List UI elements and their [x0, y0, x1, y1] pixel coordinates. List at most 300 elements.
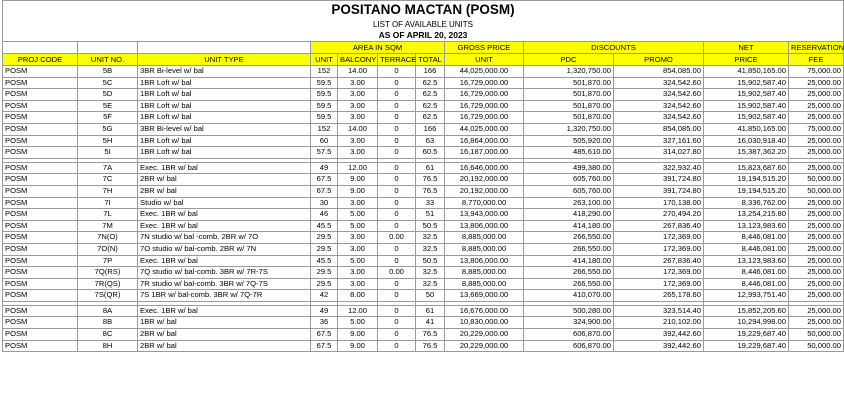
cell-unit-area: 152 — [311, 123, 338, 135]
header-row-1 — [3, 42, 844, 54]
cell-unit-type: 1BR Loft w/ bal — [138, 147, 311, 159]
cell-proj-code: POSM — [3, 290, 78, 302]
cell-unit-no: 8H — [78, 340, 138, 352]
cell-net-price: 41,850,165.00 — [704, 123, 789, 135]
cell-proj-code: POSM — [3, 329, 78, 341]
cell-terrace: 0 — [378, 135, 416, 147]
cell-gross-price: 44,025,000.00 — [445, 66, 524, 78]
cell-total: 166 — [416, 66, 445, 78]
table-row — [3, 317, 844, 329]
discounts-header: DISCOUNTS — [524, 42, 704, 54]
cell-net-price: 13,123,983.60 — [704, 220, 789, 232]
table-row — [3, 100, 844, 112]
cell-unit-no: 5B — [78, 66, 138, 78]
cell-unit-area: 42 — [311, 290, 338, 302]
cell-unit-no: 7P — [78, 255, 138, 267]
cell-terrace: 0 — [378, 340, 416, 352]
cell-promo: 324,542.60 — [614, 77, 704, 89]
cell-balcony: 3.00 — [338, 135, 378, 147]
cell-total: 32.5 — [416, 267, 445, 279]
cell-unit-type: 3BR Bi-level w/ bal — [138, 123, 311, 135]
cell-balcony: 14.00 — [338, 66, 378, 78]
cell-total: 32.5 — [416, 278, 445, 290]
cell-unit-type: 1BR Loft w/ bal — [138, 89, 311, 101]
cell-gross-price: 13,669,000.00 — [445, 290, 524, 302]
header-row-2 — [3, 54, 844, 66]
cell-unit-area: 59.5 — [311, 112, 338, 124]
cell-unit-area: 45.5 — [311, 255, 338, 267]
cell-proj-code: POSM — [3, 220, 78, 232]
cell-reservation-fee: 25,000.00 — [789, 267, 844, 279]
cell-terrace: 0 — [378, 66, 416, 78]
col-unit-area: UNIT — [311, 54, 338, 66]
cell-proj-code: POSM — [3, 66, 78, 78]
cell-balcony: 12.00 — [338, 305, 378, 317]
cell-pdc: 418,290.00 — [524, 209, 614, 221]
cell-gross-price: 8,885,000.00 — [445, 232, 524, 244]
cell-balcony: 14.00 — [338, 123, 378, 135]
cell-total: 76.5 — [416, 329, 445, 341]
cell-reservation-fee: 50,000.00 — [789, 340, 844, 352]
cell-unit-area: 46 — [311, 209, 338, 221]
cell-pdc: 266,550.00 — [524, 278, 614, 290]
cell-unit-type: 1BR w/ bal — [138, 317, 311, 329]
cell-terrace: 0 — [378, 123, 416, 135]
cell-unit-no: 8B — [78, 317, 138, 329]
cell-net-price: 19,194,515.20 — [704, 185, 789, 197]
cell-reservation-fee: 25,000.00 — [789, 220, 844, 232]
col-promo: PROMO — [614, 54, 704, 66]
cell-unit-type: 1BR Loft w/ bal — [138, 135, 311, 147]
cell-balcony: 3.00 — [338, 77, 378, 89]
cell-unit-no: 5D — [78, 89, 138, 101]
cell-unit-type: Exec. 1BR w/ bal — [138, 220, 311, 232]
col-price: PRICE — [704, 54, 789, 66]
cell-total: 62.5 — [416, 77, 445, 89]
cell-unit-no: 7I — [78, 197, 138, 209]
cell-gross-price: 8,770,000.00 — [445, 197, 524, 209]
cell-unit-type: Exec. 1BR w/ bal — [138, 162, 311, 174]
cell-proj-code: POSM — [3, 317, 78, 329]
cell-total: 76.5 — [416, 174, 445, 186]
cell-terrace: 0 — [378, 255, 416, 267]
cell-net-price: 8,446,081.00 — [704, 278, 789, 290]
cell-pdc: 410,070.00 — [524, 290, 614, 302]
cell-proj-code: POSM — [3, 255, 78, 267]
table-row — [3, 147, 844, 159]
cell-terrace: 0 — [378, 243, 416, 255]
cell-unit-area: 29.5 — [311, 267, 338, 279]
cell-unit-no: 5F — [78, 112, 138, 124]
cell-net-price: 19,229,687.40 — [704, 329, 789, 341]
cell-gross-price: 44,025,000.00 — [445, 123, 524, 135]
cell-total: 61 — [416, 162, 445, 174]
cell-terrace: 0 — [378, 147, 416, 159]
cell-pdc: 501,870.00 — [524, 112, 614, 124]
cell-net-price: 15,902,587.40 — [704, 77, 789, 89]
cell-reservation-fee: 25,000.00 — [789, 112, 844, 124]
cell-balcony: 9.00 — [338, 185, 378, 197]
cell-proj-code: POSM — [3, 185, 78, 197]
table-row — [3, 340, 844, 352]
net-header: NET — [704, 42, 789, 54]
cell-promo: 314,027.80 — [614, 147, 704, 159]
cell-gross-price: 20,192,000.00 — [445, 185, 524, 197]
table-row — [3, 66, 844, 78]
cell-promo: 324,542.60 — [614, 112, 704, 124]
cell-total: 32.5 — [416, 243, 445, 255]
table-row — [3, 232, 844, 244]
cell-terrace: 0 — [378, 329, 416, 341]
table-row — [3, 243, 844, 255]
cell-balcony: 5.00 — [338, 220, 378, 232]
cell-reservation-fee: 25,000.00 — [789, 100, 844, 112]
cell-promo: 172,369.00 — [614, 243, 704, 255]
cell-reservation-fee: 25,000.00 — [789, 317, 844, 329]
cell-proj-code: POSM — [3, 209, 78, 221]
cell-balcony: 3.00 — [338, 278, 378, 290]
cell-unit-type: Exec. 1BR w/ bal — [138, 255, 311, 267]
cell-total: 50.5 — [416, 220, 445, 232]
cell-reservation-fee: 25,000.00 — [789, 197, 844, 209]
cell-proj-code: POSM — [3, 340, 78, 352]
cell-promo: 172,369.00 — [614, 232, 704, 244]
cell-gross-price: 16,729,000.00 — [445, 89, 524, 101]
cell-net-price: 15,823,687.60 — [704, 162, 789, 174]
cell-promo: 270,494.20 — [614, 209, 704, 221]
cell-gross-price: 13,806,000.00 — [445, 220, 524, 232]
cell-unit-area: 49 — [311, 162, 338, 174]
cell-balcony: 3.00 — [338, 267, 378, 279]
cell-unit-area: 57.5 — [311, 147, 338, 159]
cell-reservation-fee: 25,000.00 — [789, 147, 844, 159]
cell-gross-price: 16,729,000.00 — [445, 77, 524, 89]
cell-proj-code: POSM — [3, 89, 78, 101]
cell-terrace: 0 — [378, 197, 416, 209]
cell-total: 41 — [416, 317, 445, 329]
cell-unit-type: Studio w/ bal — [138, 197, 311, 209]
cell-reservation-fee: 25,000.00 — [789, 278, 844, 290]
reservation-header: RESERVATION — [789, 42, 844, 54]
cell-unit-no: 7M — [78, 220, 138, 232]
cell-unit-area: 59.5 — [311, 89, 338, 101]
cell-unit-area: 36 — [311, 317, 338, 329]
cell-net-price: 41,850,165.00 — [704, 66, 789, 78]
cell-balcony: 3.00 — [338, 243, 378, 255]
cell-net-price: 13,123,983.60 — [704, 255, 789, 267]
cell-terrace: 0 — [378, 112, 416, 124]
cell-pdc: 266,550.00 — [524, 232, 614, 244]
cell-reservation-fee: 75,000.00 — [789, 66, 844, 78]
cell-promo: 391,724.80 — [614, 174, 704, 186]
cell-unit-no: 7O(N) — [78, 243, 138, 255]
cell-unit-area: 29.5 — [311, 232, 338, 244]
cell-net-price: 8,446,081.00 — [704, 267, 789, 279]
cell-terrace: 0 — [378, 220, 416, 232]
cell-pdc: 605,760.00 — [524, 174, 614, 186]
cell-gross-price: 20,192,000.00 — [445, 174, 524, 186]
cell-promo: 172,369.00 — [614, 267, 704, 279]
cell-unit-area: 67.5 — [311, 329, 338, 341]
cell-net-price: 15,387,362.20 — [704, 147, 789, 159]
cell-pdc: 500,280.00 — [524, 305, 614, 317]
cell-promo: 267,836.40 — [614, 255, 704, 267]
cell-total: 62.5 — [416, 112, 445, 124]
cell-gross-price: 13,943,000.00 — [445, 209, 524, 221]
cell-total: 63 — [416, 135, 445, 147]
cell-balcony: 9.00 — [338, 340, 378, 352]
cell-terrace: 0 — [378, 174, 416, 186]
cell-promo: 172,369.00 — [614, 278, 704, 290]
cell-pdc: 324,900.00 — [524, 317, 614, 329]
cell-balcony: 9.00 — [338, 174, 378, 186]
cell-unit-type: 7Q studio w/ bal-comb. 3BR w/ 7R-7S — [138, 267, 311, 279]
cell-gross-price: 13,806,000.00 — [445, 255, 524, 267]
cell-promo: 324,542.60 — [614, 89, 704, 101]
cell-promo: 322,932.40 — [614, 162, 704, 174]
cell-gross-price: 16,646,000.00 — [445, 162, 524, 174]
cell-unit-area: 30 — [311, 197, 338, 209]
cell-reservation-fee: 50,000.00 — [789, 185, 844, 197]
cell-unit-no: 7Q(RS) — [78, 267, 138, 279]
cell-reservation-fee: 25,000.00 — [789, 243, 844, 255]
cell-proj-code: POSM — [3, 100, 78, 112]
cell-gross-price: 10,830,000.00 — [445, 317, 524, 329]
cell-pdc: 263,100.00 — [524, 197, 614, 209]
cell-pdc: 485,610.00 — [524, 147, 614, 159]
cell-terrace: 0 — [378, 162, 416, 174]
cell-proj-code: POSM — [3, 162, 78, 174]
cell-unit-area: 59.5 — [311, 100, 338, 112]
cell-net-price: 15,902,587.40 — [704, 112, 789, 124]
cell-unit-no: 5C — [78, 77, 138, 89]
cell-reservation-fee: 25,000.00 — [789, 162, 844, 174]
cell-unit-type: 3BR Bi-level w/ bal — [138, 66, 311, 78]
cell-proj-code: POSM — [3, 232, 78, 244]
cell-net-price: 16,030,918.40 — [704, 135, 789, 147]
cell-unit-no: 8C — [78, 329, 138, 341]
cell-pdc: 266,550.00 — [524, 243, 614, 255]
cell-reservation-fee: 25,000.00 — [789, 135, 844, 147]
cell-promo: 391,724.80 — [614, 185, 704, 197]
cell-proj-code: POSM — [3, 112, 78, 124]
cell-total: 50.5 — [416, 255, 445, 267]
cell-balcony: 9.00 — [338, 329, 378, 341]
cell-total: 51 — [416, 209, 445, 221]
cell-unit-type: 2BR w/ bal — [138, 329, 311, 341]
cell-pdc: 414,180.00 — [524, 220, 614, 232]
cell-total: 61 — [416, 305, 445, 317]
cell-pdc: 605,760.00 — [524, 185, 614, 197]
cell-net-price: 8,446,081.00 — [704, 232, 789, 244]
cell-balcony: 3.00 — [338, 100, 378, 112]
gross-price-header: GROSS PRICE — [445, 42, 524, 54]
cell-unit-area: 49 — [311, 305, 338, 317]
cell-pdc: 414,180.00 — [524, 255, 614, 267]
cell-promo: 854,085.00 — [614, 123, 704, 135]
cell-balcony: 8.00 — [338, 290, 378, 302]
cell-pdc: 606,870.00 — [524, 329, 614, 341]
cell-balcony: 5.00 — [338, 255, 378, 267]
cell-unit-type: 1BR Loft w/ bal — [138, 100, 311, 112]
cell-unit-area: 67.5 — [311, 185, 338, 197]
cell-reservation-fee: 50,000.00 — [789, 174, 844, 186]
cell-unit-type: 2BR w/ bal — [138, 174, 311, 186]
cell-unit-type: 7S 1BR w/ bal-comb. 3BR w/ 7Q-7R — [138, 290, 311, 302]
table-row — [3, 185, 844, 197]
cell-balcony: 5.00 — [338, 317, 378, 329]
cell-unit-type: 1BR Loft w/ bal — [138, 112, 311, 124]
cell-balcony: 5.00 — [338, 209, 378, 221]
cell-terrace: 0 — [378, 185, 416, 197]
table-row — [3, 89, 844, 101]
cell-total: 33 — [416, 197, 445, 209]
cell-terrace: 0 — [378, 290, 416, 302]
cell-net-price: 15,852,205.60 — [704, 305, 789, 317]
cell-net-price: 19,194,515.20 — [704, 174, 789, 186]
cell-pdc: 499,380.00 — [524, 162, 614, 174]
cell-proj-code: POSM — [3, 174, 78, 186]
cell-balcony: 12.00 — [338, 162, 378, 174]
cell-total: 60.5 — [416, 147, 445, 159]
cell-unit-area: 67.5 — [311, 340, 338, 352]
cell-net-price: 8,336,762.00 — [704, 197, 789, 209]
table-row — [3, 174, 844, 186]
col-proj-code: PROJ CODE — [3, 54, 78, 66]
table-row — [3, 278, 844, 290]
cell-unit-no: 7C — [78, 174, 138, 186]
cell-gross-price: 8,885,000.00 — [445, 243, 524, 255]
col-pdc: PDC — [524, 54, 614, 66]
cell-unit-area: 45.5 — [311, 220, 338, 232]
cell-proj-code: POSM — [3, 267, 78, 279]
cell-promo: 323,514.40 — [614, 305, 704, 317]
cell-promo: 324,542.60 — [614, 100, 704, 112]
cell-proj-code: POSM — [3, 123, 78, 135]
cell-net-price: 15,902,587.40 — [704, 100, 789, 112]
cell-promo: 392,442.60 — [614, 329, 704, 341]
cell-promo: 854,085.00 — [614, 66, 704, 78]
cell-terrace: 0 — [378, 278, 416, 290]
cell-total: 32.5 — [416, 232, 445, 244]
cell-pdc: 501,870.00 — [524, 100, 614, 112]
cell-gross-price: 16,676,000.00 — [445, 305, 524, 317]
cell-promo: 210,102.00 — [614, 317, 704, 329]
table-row — [3, 162, 844, 174]
table-row — [3, 329, 844, 341]
cell-unit-type: Exec. 1BR w/ bal — [138, 305, 311, 317]
cell-unit-no: 5G — [78, 123, 138, 135]
cell-unit-type: 7N studio w/ bal -comb. 2BR w/ 7O — [138, 232, 311, 244]
cell-total: 62.5 — [416, 100, 445, 112]
table-row — [3, 305, 844, 317]
cell-terrace: 0 — [378, 77, 416, 89]
cell-balcony: 3.00 — [338, 197, 378, 209]
sheet-subtitle: LIST OF AVAILABLE UNITS — [3, 19, 844, 30]
cell-unit-area: 152 — [311, 66, 338, 78]
cell-total: 76.5 — [416, 185, 445, 197]
cell-reservation-fee: 25,000.00 — [789, 305, 844, 317]
col-total: TOTAL — [416, 54, 445, 66]
sheet-title: POSITANO MACTAN (POSM) — [3, 1, 844, 20]
cell-total: 62.5 — [416, 89, 445, 101]
table-row — [3, 255, 844, 267]
col-fee: FEE — [789, 54, 844, 66]
cell-promo: 265,178.60 — [614, 290, 704, 302]
as-of-date: AS OF APRIL 20, 2023 — [3, 30, 844, 42]
cell-reservation-fee: 25,000.00 — [789, 255, 844, 267]
table-row — [3, 135, 844, 147]
col-terrace: TERRACE — [378, 54, 416, 66]
cell-pdc: 501,870.00 — [524, 89, 614, 101]
cell-unit-type: 2BR w/ bal — [138, 185, 311, 197]
cell-promo: 267,836.40 — [614, 220, 704, 232]
cell-net-price: 19,229,687.40 — [704, 340, 789, 352]
cell-balcony: 3.00 — [338, 147, 378, 159]
cell-net-price: 13,254,215.80 — [704, 209, 789, 221]
cell-terrace: 0 — [378, 100, 416, 112]
cell-proj-code: POSM — [3, 135, 78, 147]
cell-reservation-fee: 25,000.00 — [789, 209, 844, 221]
cell-gross-price: 16,187,000.00 — [445, 147, 524, 159]
cell-unit-no: 7R(QS) — [78, 278, 138, 290]
cell-gross-price: 16,864,000.00 — [445, 135, 524, 147]
cell-unit-type: 1BR Loft w/ bal — [138, 77, 311, 89]
table-row — [3, 197, 844, 209]
cell-net-price: 12,993,751.40 — [704, 290, 789, 302]
col-unit-no: UNIT NO. — [78, 54, 138, 66]
cell-unit-type: Exec. 1BR w/ bal — [138, 209, 311, 221]
cell-balcony: 3.00 — [338, 232, 378, 244]
cell-unit-type: 7O studio w/ bal-comb. 2BR w/ 7N — [138, 243, 311, 255]
area-group-header: AREA IN SQM — [311, 42, 445, 54]
cell-proj-code: POSM — [3, 147, 78, 159]
cell-proj-code: POSM — [3, 197, 78, 209]
col-unit-type: UNIT TYPE — [138, 54, 311, 66]
cell-reservation-fee: 25,000.00 — [789, 290, 844, 302]
cell-balcony: 3.00 — [338, 89, 378, 101]
cell-gross-price: 20,229,000.00 — [445, 340, 524, 352]
cell-unit-no: 7N(O) — [78, 232, 138, 244]
table-row — [3, 112, 844, 124]
cell-pdc: 1,320,750.00 — [524, 66, 614, 78]
cell-proj-code: POSM — [3, 278, 78, 290]
cell-unit-no: 5H — [78, 135, 138, 147]
table-row — [3, 77, 844, 89]
cell-unit-area: 59.5 — [311, 77, 338, 89]
cell-promo: 170,138.00 — [614, 197, 704, 209]
table-row — [3, 209, 844, 221]
cell-pdc: 501,870.00 — [524, 77, 614, 89]
cell-net-price: 15,902,587.40 — [704, 89, 789, 101]
cell-unit-no: 5E — [78, 100, 138, 112]
cell-unit-area: 29.5 — [311, 278, 338, 290]
col-gross-unit: UNIT — [445, 54, 524, 66]
cell-gross-price: 8,885,000.00 — [445, 278, 524, 290]
cell-gross-price: 8,885,000.00 — [445, 267, 524, 279]
cell-terrace: 0 — [378, 305, 416, 317]
table-row — [3, 220, 844, 232]
cell-unit-no: 7S(QR) — [78, 290, 138, 302]
table-row — [3, 123, 844, 135]
cell-pdc: 266,550.00 — [524, 267, 614, 279]
cell-unit-area: 67.5 — [311, 174, 338, 186]
cell-terrace: 0.00 — [378, 267, 416, 279]
cell-total: 166 — [416, 123, 445, 135]
cell-unit-area: 60 — [311, 135, 338, 147]
cell-unit-type: 2BR w/ bal — [138, 340, 311, 352]
cell-reservation-fee: 75,000.00 — [789, 123, 844, 135]
